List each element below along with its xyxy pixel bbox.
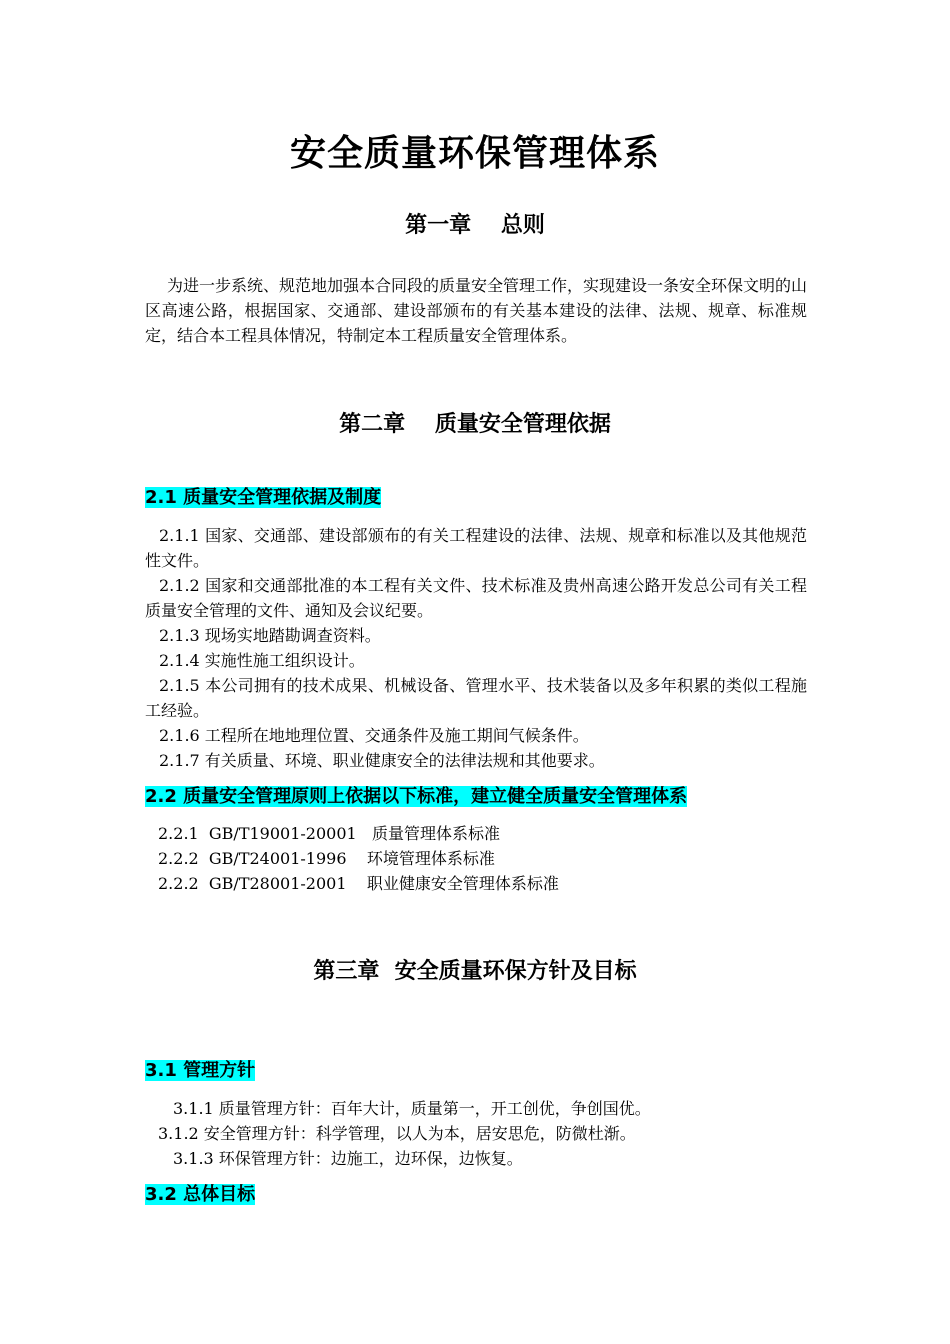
section-3-2-heading	[145, 1182, 255, 1208]
item-2-1-7: 2.1.7 有关质量、环境、职业健康安全的法律法规和其他要求。	[159, 751, 605, 770]
section-3-1-heading	[145, 1058, 255, 1084]
item-2-1-1: 2.1.1 国家、交通部、建设部颁布的有关工程建设的法律、法规、规章和标准以及其他规范性文件。	[145, 526, 807, 570]
section-3-2-heading-text: 3.2 总体目标	[145, 1184, 256, 1205]
chapter1-paragraph: 为进一步系统、规范地加强本合同段的质量安全管理工作，实现建设一条安全环保文明的山区高速公路，根据国家、交通部、建设部颁布的有关基本建设的法律、法规、规章、标准规定，结合本工程具体情况，特制定本工程质量安全管理体系。	[145, 276, 808, 345]
item-2-1-2: 2.1.2 国家和交通部批准的本工程有关文件、技术标准及贵州高速公路开发总公司有关工程质量安全管理的文件、通知及会议纪要。	[145, 576, 807, 620]
chapter3-heading: 第三章 安全质量环保方针及目标	[313, 959, 637, 984]
item-2-1-6: 2.1.6 工程所在地地理位置、交通条件及施工期间气候条件。	[159, 726, 589, 745]
section-2-1-heading	[145, 485, 381, 511]
section-2-2-heading-text: 2.2 质量安全管理原则上依据以下标准，建立健全质量安全管理体系	[145, 786, 688, 807]
item-2-1-4: 2.1.4 实施性施工组织设计。	[159, 651, 365, 670]
item-2-1-5: 2.1.5 本公司拥有的技术成果、机械设备、管理水平、技术装备以及多年积累的类似工程施工经验。	[145, 676, 807, 720]
item-3-1-2: 3.1.2 安全管理方针：科学管理，以人为本，居安思危，防微杜渐。	[158, 1124, 636, 1143]
item-3-1-3: 3.1.3 环保管理方针：边施工，边环保，边恢复。	[173, 1149, 523, 1168]
item-3-1-1: 3.1.1 质量管理方针：百年大计，质量第一，开工创优，争创国优。	[173, 1099, 651, 1118]
document-title: 安全质量环保管理体系	[289, 133, 660, 174]
section-3-1-heading-text: 3.1 管理方针	[145, 1060, 256, 1081]
chapter1-heading: 第一章 总则	[405, 213, 545, 238]
item-2-2-3: 2.2.2 GB/T28001-2001 职业健康安全管理体系标准	[158, 874, 559, 893]
item-2-1-3: 2.1.3 现场实地踏勘调查资料。	[159, 626, 381, 645]
chapter2-heading: 第二章 质量安全管理依据	[339, 412, 611, 437]
section-2-2-heading	[145, 784, 687, 810]
item-2-2-1: 2.2.1 GB/T19001-20001 质量管理体系标准	[158, 824, 500, 843]
item-2-2-2: 2.2.2 GB/T24001-1996 环境管理体系标准	[158, 849, 495, 868]
section-2-1-heading-text: 2.1 质量安全管理依据及制度	[145, 487, 382, 508]
